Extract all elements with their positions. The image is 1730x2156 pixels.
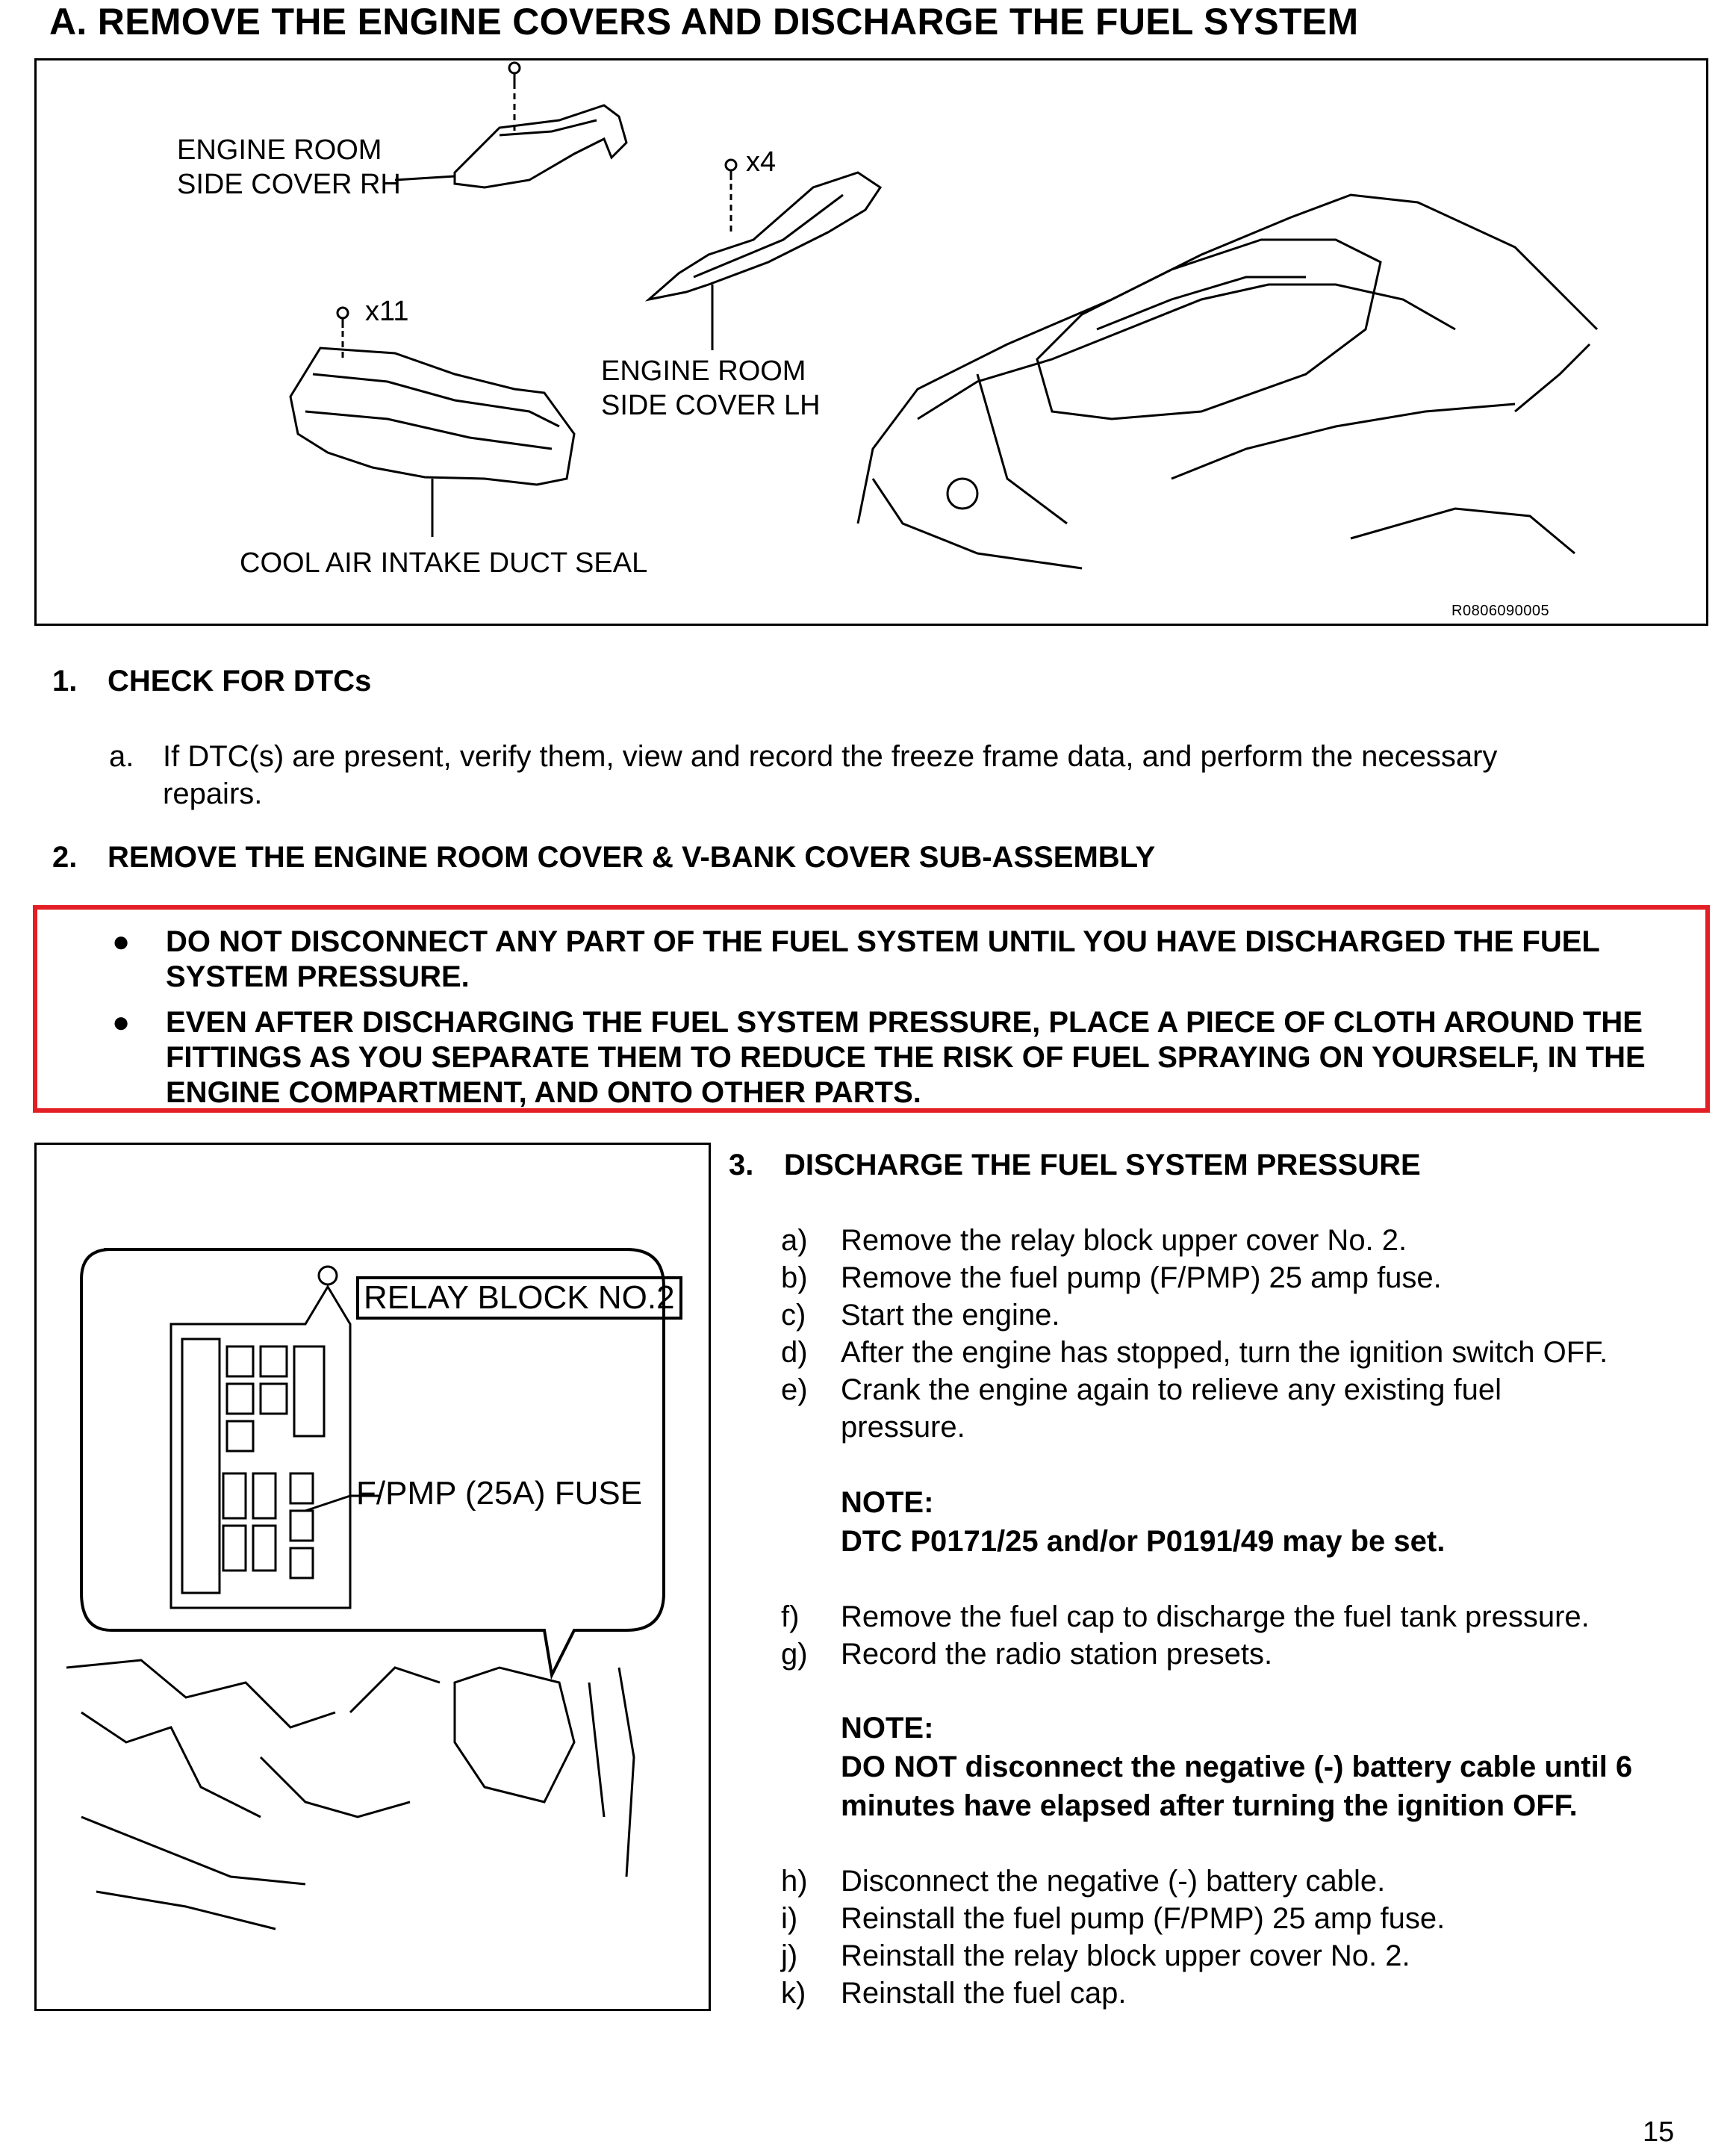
item-letter: j)	[781, 1939, 798, 1972]
step-number: 2.	[52, 841, 78, 874]
item-letter: d)	[781, 1336, 808, 1369]
item-letter: b)	[781, 1261, 808, 1294]
item-letter: f)	[781, 1600, 800, 1633]
bullet-icon: ●	[112, 1006, 131, 1039]
step-title: CHECK FOR DTCs	[108, 665, 372, 698]
fuse-label: F/PMP (25A) FUSE	[356, 1475, 643, 1512]
item-letter: k)	[781, 1977, 806, 2010]
note-text: DO NOT disconnect the negative (-) battery cable until 6 minutes have elapsed after turning the ignition OFF.	[841, 1750, 1633, 1822]
item-text: Reinstall the fuel cap.	[841, 1977, 1127, 2010]
item-text: Remove the relay block upper cover No. 2.	[841, 1224, 1407, 1257]
warning-box	[33, 905, 1710, 1113]
step-3-heading	[729, 1149, 1421, 1182]
item-letter: e)	[781, 1373, 808, 1406]
bolt-icon	[509, 63, 520, 83]
bolt-icon	[726, 160, 736, 180]
relay-block-figure	[34, 1143, 711, 2011]
step-number: 1.	[52, 665, 78, 698]
side-cover-lh-label: ENGINE ROOM SIDE COVER LH	[601, 355, 821, 421]
x4-quantity-label: x4	[746, 146, 777, 178]
item-letter: c)	[781, 1299, 806, 1332]
engine-covers-figure	[34, 58, 1708, 626]
item-letter: g)	[781, 1638, 808, 1671]
step-1-item-a-text: If DTC(s) are present, verify them, view and record the freeze frame data, and perform the necessary repairs.	[163, 740, 1498, 810]
item-text: After the engine has stopped, turn the ignition switch OFF.	[841, 1336, 1608, 1369]
note-label: NOTE:	[841, 1486, 934, 1519]
step-1-heading	[52, 665, 371, 698]
step-number: 3.	[729, 1149, 754, 1181]
intake-duct-seal-label: COOL AIR INTAKE DUCT SEAL	[240, 547, 648, 579]
item-text: Record the radio station presets.	[841, 1638, 1273, 1671]
item-letter: i)	[781, 1902, 798, 1935]
relay-block-label: RELAY BLOCK NO.2	[356, 1276, 682, 1320]
page-heading: A. REMOVE THE ENGINE COVERS AND DISCHARGE THE FUEL SYSTEM	[49, 1, 1359, 43]
note-text: DTC P0171/25 and/or P0191/49 may be set.	[841, 1525, 1446, 1558]
bolt-icon	[337, 308, 348, 328]
note	[841, 1709, 1707, 1825]
bullet-icon: ●	[112, 925, 131, 958]
item-text: Remove the fuel pump (F/PMP) 25 amp fuse.	[841, 1261, 1442, 1294]
figure-id: R0806090005	[1451, 603, 1550, 619]
item-letter: a)	[781, 1224, 808, 1257]
step-2-heading	[52, 841, 1155, 874]
side-cover-rh-label: ENGINE ROOM SIDE COVER RH	[177, 134, 401, 200]
item-text: Start the engine.	[841, 1299, 1060, 1332]
item-text: Reinstall the fuel pump (F/PMP) 25 amp fuse.	[841, 1902, 1446, 1935]
step-1-item-a-letter: a.	[109, 740, 134, 773]
item-text: Remove the fuel cap to discharge the fuel tank pressure.	[841, 1600, 1590, 1633]
note	[841, 1483, 1707, 1561]
step-title: REMOVE THE ENGINE ROOM COVER & V-BANK COVER SUB-ASSEMBLY	[108, 841, 1156, 874]
step-title: DISCHARGE THE FUEL SYSTEM PRESSURE	[784, 1149, 1421, 1181]
item-text: Disconnect the negative (-) battery cable.	[841, 1865, 1386, 1898]
warning-text: DO NOT DISCONNECT ANY PART OF THE FUEL SYSTEM UNTIL YOU HAVE DISCHARGED THE FUEL SYSTEM PRESSURE.	[166, 925, 1600, 993]
item-text: Crank the engine again to relieve any existing fuel pressure.	[841, 1373, 1502, 1444]
note-label: NOTE:	[841, 1712, 934, 1745]
warning-text: EVEN AFTER DISCHARGING THE FUEL SYSTEM PRESSURE, PLACE A PIECE OF CLOTH AROUND THE FITTINGS AS YOU SEPARATE THEM TO REDUCE THE RISK OF FUEL SPRAYING ON YOURSELF, IN THE ENGINE COMPARTMENT, AND ONTO OTHER PARTS.	[166, 1006, 1646, 1109]
item-text: Reinstall the relay block upper cover No. 2.	[841, 1939, 1410, 1972]
page-number: 15	[1643, 2116, 1675, 2148]
relay-block-illustration	[37, 1145, 709, 2009]
item-letter: h)	[781, 1865, 808, 1898]
x11-quantity-label: x11	[365, 296, 409, 327]
